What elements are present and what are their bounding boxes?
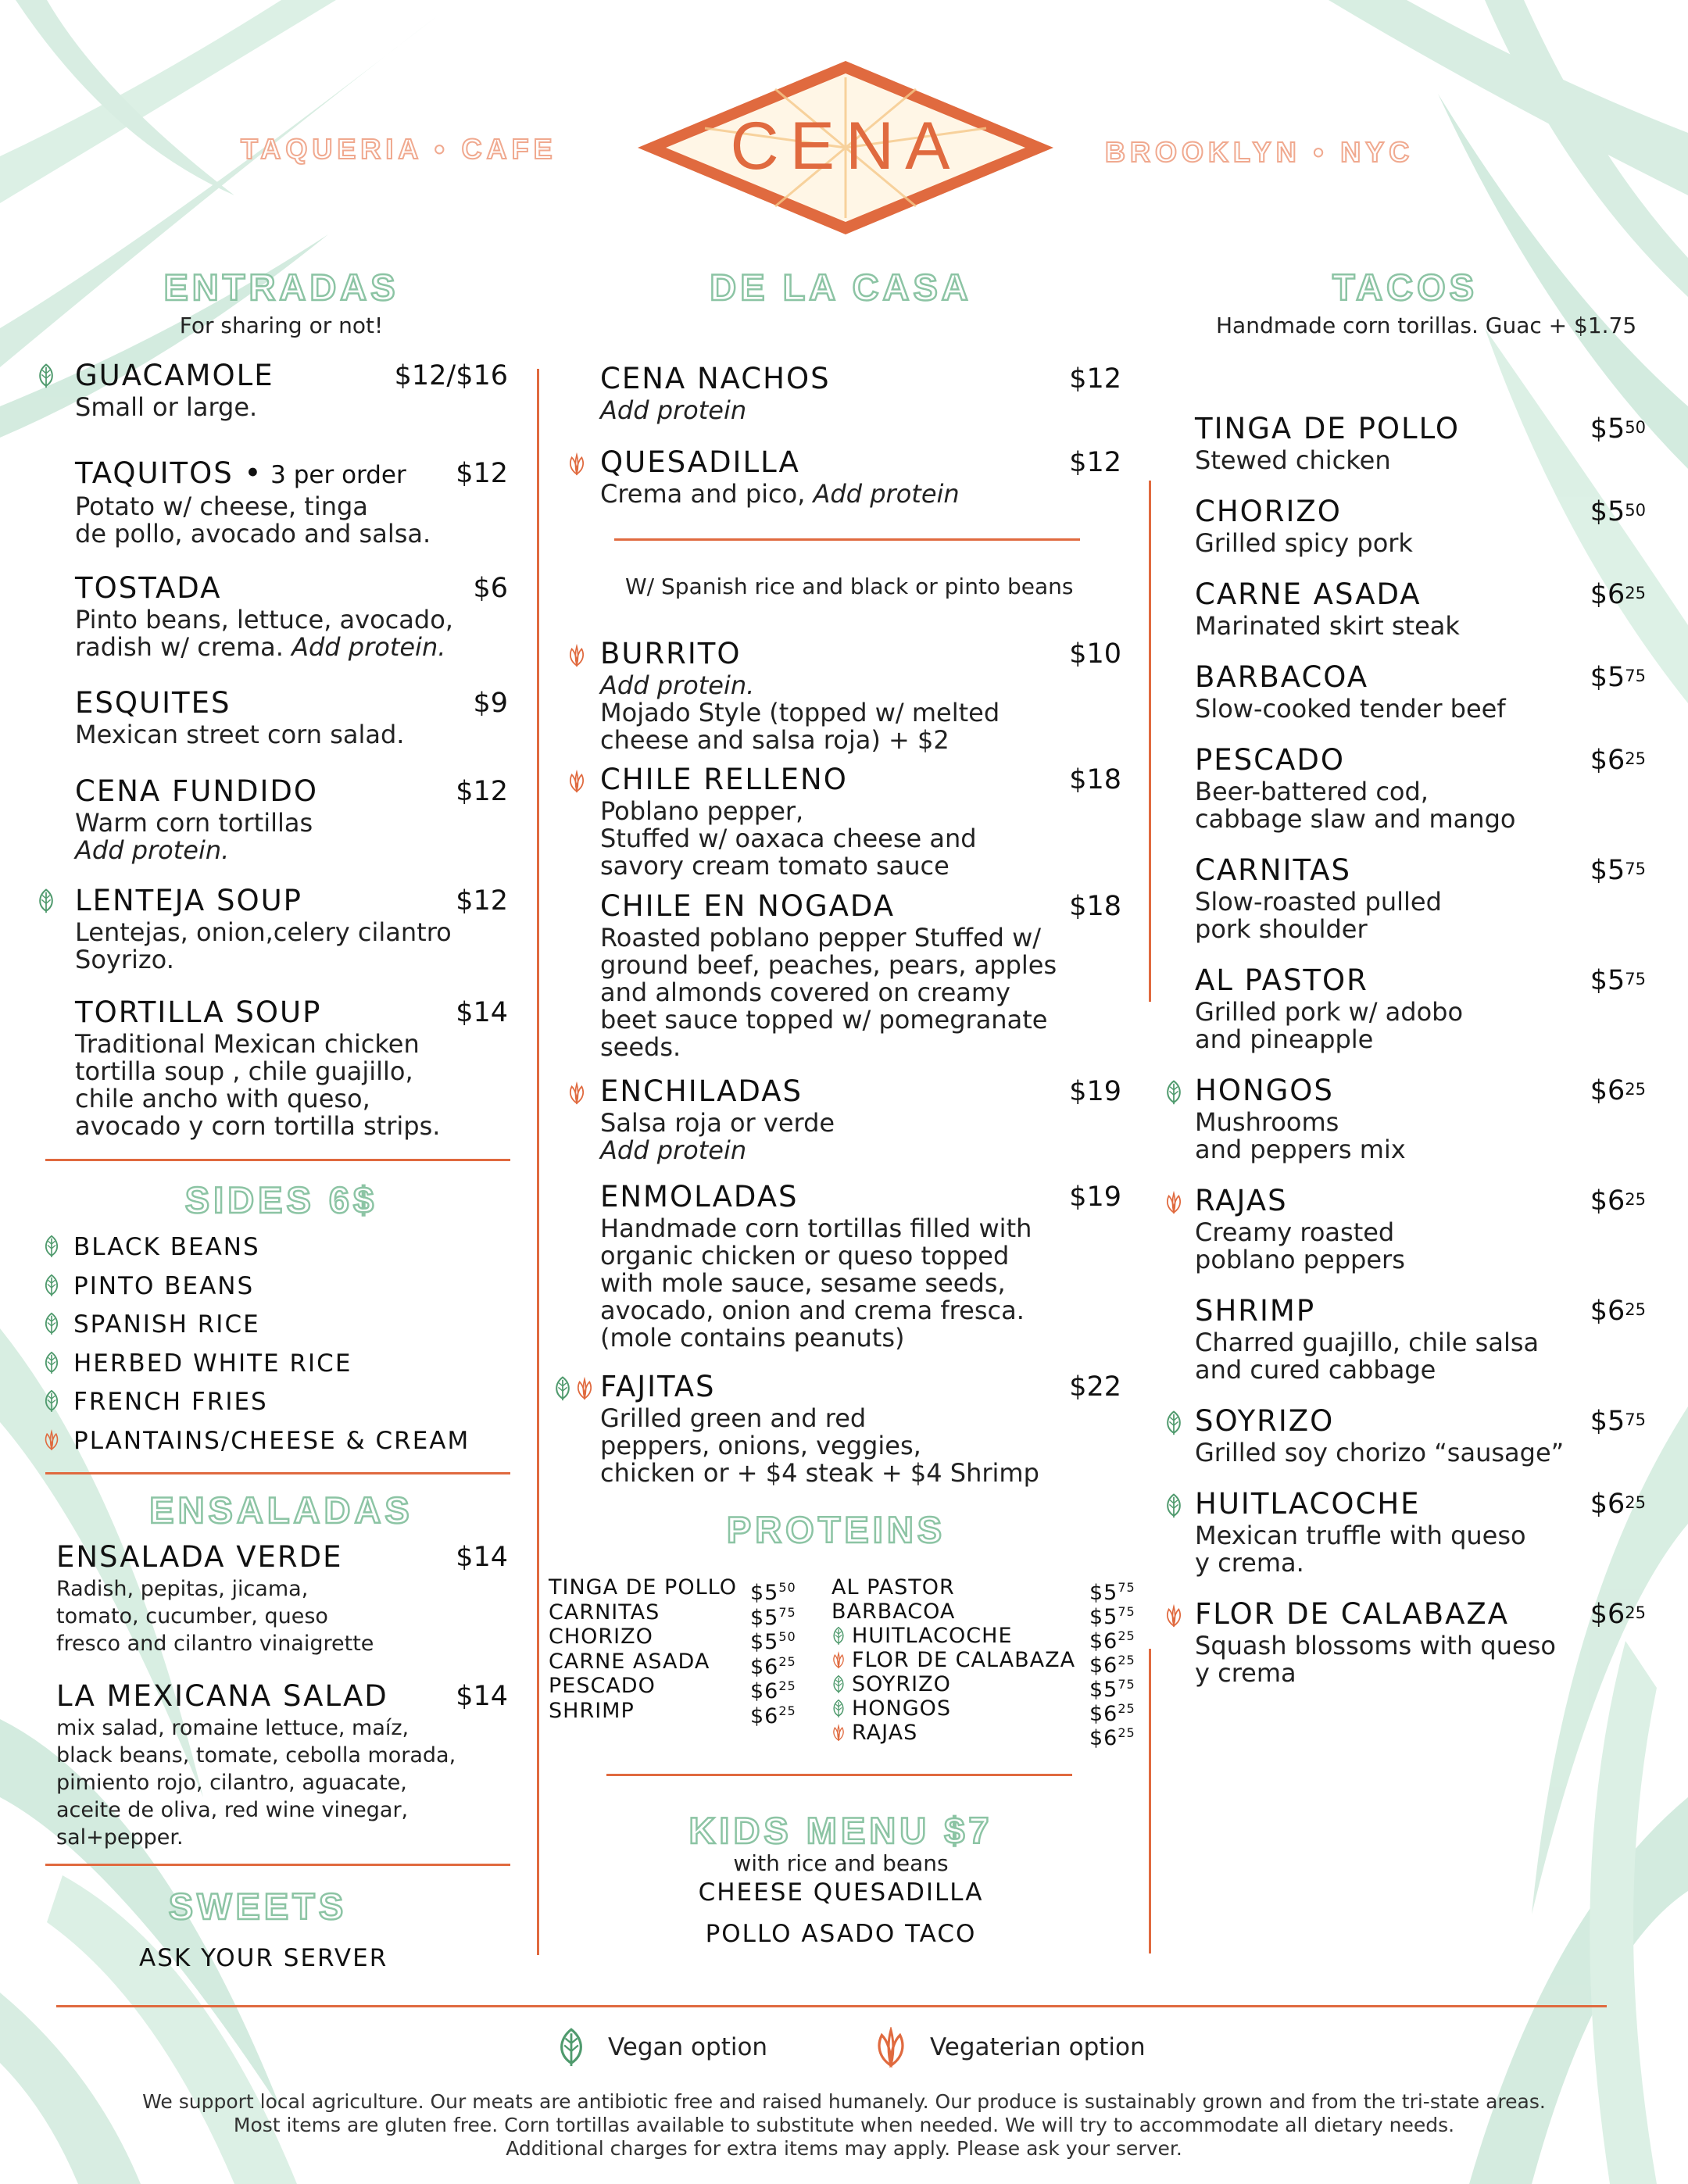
item-description: Mexican truffle with queso [1195,1521,1526,1550]
side-item: FRENCH FRIES [73,1388,268,1416]
vegan-leaf-icon [1164,1410,1183,1436]
vegetarian-sprout-icon [831,1723,846,1743]
protein-price: $\$6^{25}$ [1089,1653,1135,1678]
item-description: Marinated skirt steak [1195,611,1460,641]
item-description: Stuffed w/ oaxaca cheese and [600,824,977,853]
item-price: $\$6^{25}$ [1590,579,1646,610]
item-price: $12 [1069,363,1121,395]
item-description: aceite de oliva, red wine vinegar, [56,1798,409,1822]
sides-divider [45,1472,510,1474]
item-description: Slow-roasted pulled [1195,887,1442,917]
vegan-leaf-icon [1164,1079,1183,1106]
protein-price: $\$5^{50}$ [750,1629,796,1654]
item-add-protein: Add protein [600,1135,747,1165]
item-name: HUITLACOCHE [1195,1487,1421,1521]
vegan-leaf-icon [43,1312,60,1335]
protein-price: $\$5^{75}$ [750,1604,796,1630]
item-price: $12 [1069,447,1121,478]
protein-price: $\$6^{25}$ [750,1678,796,1703]
side-item: PLANTAINS/CHEESE & CREAM [73,1426,470,1455]
side-item: BLACK BEANS [73,1233,260,1261]
item-price: $14 [456,1542,508,1573]
item-price: $19 [1069,1181,1121,1213]
item-price: $\$5^{75}$ [1590,662,1646,693]
side-item: HERBED WHITE RICE [73,1349,352,1378]
side-item: PINTO BEANS [73,1271,255,1300]
item-description: Crema and pico, Add protein [600,479,960,509]
item-name: TORTILLA SOUP [75,995,322,1029]
protein-name: CARNITAS [549,1600,660,1625]
item-name: CENA NACHOS [600,362,831,395]
item-name: CHORIZO [1195,495,1342,528]
item-name: CHILE RELLENO [600,763,848,796]
protein-price: $\$6^{25}$ [750,1703,796,1728]
item-name: TINGA DE POLLO [1195,412,1461,445]
entradas-heading: ENTRADAS [163,266,399,308]
item-price: $\$5^{75}$ [1590,1406,1646,1437]
item-description: Poblano pepper, [600,796,804,826]
item-price: $\$5^{50}$ [1590,496,1646,527]
vegan-leaf-icon [831,1699,846,1718]
item-description: Grilled green and red [600,1403,867,1433]
item-price: $\$6^{25}$ [1590,1075,1646,1106]
item-name: QUESADILLA [600,445,800,479]
item-description: pimiento rojo, cilantro, aguacate, [56,1771,407,1795]
item-description: Squash blossoms with queso [1195,1631,1556,1660]
protein-name: RAJAS [852,1721,918,1745]
item-name: CENA FUNDIDO [75,774,319,808]
item-description: Stewed chicken [1195,445,1391,475]
item-description: and peppers mix [1195,1135,1406,1164]
item-description: chicken or + $4 steak + $4 Shrimp [600,1458,1039,1488]
vegan-leaf-icon [37,888,55,914]
item-price: $19 [1069,1076,1121,1107]
item-price: $\$6^{25}$ [1590,1489,1646,1520]
item-description: Salsa roja or verde [600,1108,835,1138]
kids-heading: KIDS MENU $7 [688,1810,993,1851]
protein-price: $\$6^{25}$ [1089,1628,1135,1653]
tacos-subtitle: Handmade corn torillas. Guac + $1.75 [1216,313,1637,338]
item-add-protein: Add protein. [75,835,230,865]
item-name: TAQUITOS • 3 per order [75,456,406,490]
protein-name: SHRIMP [549,1698,635,1723]
protein-price: $\$5^{75}$ [1089,1604,1135,1629]
item-description: poblano peppers [1195,1245,1405,1274]
item-description: Slow-cooked tender beef [1195,694,1506,724]
item-name: BARBACOA [1195,660,1369,694]
item-description: peppers, onions, veggies, [600,1431,921,1460]
item-description: organic chicken or queso topped [600,1241,1010,1271]
item-description: cheese and salsa roja) + $2 [600,725,950,755]
item-description: Pinto beans, lettuce, avocado, [75,605,453,634]
item-name: GUACAMOLE [75,359,274,392]
protein-price: $\$5^{50}$ [750,1580,796,1605]
casa-note: W/ Spanish rice and black or pinto beans [625,574,1074,599]
protein-name: SOYRIZO [852,1672,951,1696]
item-description: and cured cabbage [1195,1355,1436,1385]
item-description: sal+pepper. [56,1825,184,1850]
vegetarian-sprout-icon [43,1428,60,1452]
casa-divider [614,538,1080,541]
sweets-heading: SWEETS [168,1886,348,1927]
item-price: $10 [1069,638,1121,670]
item-name: BURRITO [600,637,742,670]
item-add-protein: Add protein [805,479,960,509]
vegetarian-sprout-icon [1164,1189,1183,1216]
ensaladas-divider [45,1864,510,1866]
sweets-text: ASK YOUR SERVER [139,1944,388,1972]
item-description: avocado, onion and crema fresca. [600,1296,1025,1325]
footer-divider [56,2005,1607,2007]
item-price: $18 [1069,891,1121,922]
protein-name: FLOR DE CALABAZA [852,1648,1076,1672]
item-price: $12 [456,885,508,917]
item-name: ENCHILADAS [600,1074,803,1108]
item-price: $14 [456,997,508,1028]
item-description: Grilled soy chorizo “sausage” [1195,1438,1565,1467]
item-name: TOSTADA [75,571,222,605]
item-description: ground beef, peaches, pears, apples [600,950,1057,980]
vegan-leaf-icon [831,1626,846,1646]
item-name: PESCADO [1195,743,1345,777]
footer-line: Most items are gluten free. Corn tortillas available to substitute when needed. We will try to accommodate all dietary needs. [233,2114,1455,2136]
item-description: (mole contains peanuts) [600,1323,905,1353]
item-name: RAJAS [1195,1184,1288,1217]
item-name: SHRIMP [1195,1294,1316,1328]
protein-price: $\$6^{25}$ [1089,1725,1135,1750]
item-description: tomato, cucumber, queso [56,1604,328,1628]
legend-vegan-label: Vegan option [608,2033,768,2061]
item-description: seeds. [600,1032,681,1062]
vegetarian-sprout-icon [831,1650,846,1670]
item-description: with mole sauce, sesame seeds, [600,1268,1006,1298]
item-description: Warm corn tortillas [75,808,313,838]
kids-item: POLLO ASADO TACO [705,1920,977,1948]
item-description: Creamy roasted [1195,1217,1395,1247]
item-price: $\$6^{25}$ [1590,1296,1646,1327]
item-price: $18 [1069,764,1121,795]
item-name: CHILE EN NOGADA [600,889,896,923]
item-price: $\$5^{50}$ [1590,413,1646,445]
vegan-leaf-icon [43,1235,60,1258]
kids-item: CHEESE QUESADILLA [698,1878,984,1907]
footer-line: Additional charges for extra items may apply. Please ask your server. [506,2137,1182,2160]
vegan-leaf-icon [556,2027,586,2068]
item-description: and pineapple [1195,1024,1374,1054]
vegetarian-sprout-icon [567,642,586,669]
item-description: savory cream tomato sauce [600,851,950,881]
legend-vegetarian-label: Vegaterian option [930,2033,1146,2061]
vegan-leaf-icon [37,363,55,389]
item-description: beet sauce topped w/ pomegranate [600,1005,1048,1035]
sides-heading: SIDES 6$ [184,1179,378,1221]
item-name: LENTEJA SOUP [75,884,302,917]
item-price: $\$6^{25}$ [1590,1599,1646,1630]
item-description: tortilla soup , chile guajillo, [75,1056,413,1086]
item-description: Mexican street corn salad. [75,720,405,749]
vegetarian-sprout-icon [567,768,586,795]
kids-subtitle: with rice and beans [733,1850,949,1876]
protein-name: HONGOS [852,1696,952,1721]
protein-price: $\$5^{75}$ [1089,1580,1135,1605]
item-description: Roasted poblano pepper Stuffed w/ [600,923,1042,953]
item-add-protein: Add protein [600,395,747,425]
vegetarian-sprout-icon [575,1375,594,1402]
item-price: $\$6^{25}$ [1590,1185,1646,1217]
tacos-heading: TACOS [1332,266,1478,308]
item-description: Handmade corn tortillas filled with [600,1214,1032,1243]
item-name: FLOR DE CALABAZA [1195,1597,1510,1631]
item-price: $12 [456,776,508,807]
item-name: CARNITAS [1195,853,1351,887]
left-tagline: TAQUERIA • CAFE [241,133,557,165]
item-description: Grilled pork w/ adobo [1195,997,1464,1027]
item-name: FAJITAS [600,1370,716,1403]
protein-name: HUITLACOCHE [852,1624,1013,1648]
item-description: Beer-battered cod, [1195,777,1429,806]
item-description: Radish, pepitas, jicama, [56,1577,309,1601]
item-description: Lentejas, onion,celery cilantro [75,917,452,947]
item-description: Mushrooms [1195,1107,1339,1137]
item-price: $\$5^{75}$ [1590,855,1646,886]
item-name: SOYRIZO [1195,1404,1335,1438]
vegetarian-sprout-icon [1164,1603,1183,1629]
item-description: de pollo, avocado and salsa. [75,519,431,549]
right-tagline: BROOKLYN • NYC [1105,136,1414,168]
vegetarian-sprout-icon [874,2027,908,2068]
ensaladas-heading: ENSALADAS [149,1489,413,1531]
item-description: y crema. [1195,1548,1304,1578]
proteins-divider [606,1774,1072,1776]
item-price: $9 [473,688,508,719]
item-name: ENMOLADAS [600,1180,799,1214]
vegan-leaf-icon [1164,1492,1183,1519]
item-description: Charred guajillo, chile salsa [1195,1328,1540,1357]
item-description: Small or large. [75,392,258,422]
vegetarian-sprout-icon [567,451,586,477]
entradas-subtitle: For sharing or not! [179,313,384,338]
item-description: Potato w/ cheese, tinga [75,491,368,521]
vegan-leaf-icon [43,1274,60,1297]
item-price: $\$6^{25}$ [1590,745,1646,776]
item-price: $22 [1069,1371,1121,1403]
item-note: 3 per order [263,461,406,489]
vegan-leaf-icon [831,1675,846,1694]
protein-name: PESCADO [549,1674,656,1698]
protein-name: TINGA DE POLLO [549,1575,737,1600]
item-price: $12/$16 [394,360,508,391]
item-price: $6 [473,573,508,604]
protein-price: $\$6^{25}$ [1089,1701,1135,1726]
item-description: mix salad, romaine lettuce, maíz, [56,1716,409,1740]
protein-name: BARBACOA [831,1600,956,1624]
item-description: radish w/ crema. Add protein. [75,632,446,662]
item-description: Soyrizo. [75,945,174,974]
item-name: HONGOS [1195,1074,1334,1107]
entradas-divider [45,1159,510,1161]
item-description: Grilled spicy pork [1195,528,1413,558]
vegan-leaf-icon [43,1351,60,1374]
item-name: CARNE ASADA [1195,577,1422,611]
vegan-leaf-icon [43,1389,60,1413]
proteins-heading: PROTEINS [726,1509,946,1550]
protein-name: CHORIZO [549,1625,653,1649]
item-description: and almonds covered on creamy [600,978,1010,1007]
protein-name: AL PASTOR [831,1575,955,1600]
item-description: pork shoulder [1195,914,1368,944]
item-price: $\$5^{75}$ [1590,965,1646,996]
protein-price: $\$5^{75}$ [1089,1677,1135,1702]
item-description: chile ancho with queso, [75,1084,370,1113]
item-price: $12 [456,458,508,489]
item-name: AL PASTOR [1195,963,1368,997]
footer-line: We support local agriculture. Our meats are antibiotic free and raised humanely. Our produce is sustainably grown and from the tri-state areas. [142,2090,1546,2113]
item-name: LA MEXICANA SALAD [56,1679,388,1713]
column-divider-left [537,369,539,1955]
item-description: cabbage slaw and mango [1195,804,1516,834]
item-description [600,397,1116,424]
column-divider-right-lower [1149,1649,1151,1953]
item-description: avocado y corn tortilla strips. [75,1111,441,1141]
protein-price: $\$6^{25}$ [750,1653,796,1679]
vegetarian-sprout-icon [567,1080,586,1106]
cena-logo [635,58,1057,238]
item-description: black beans, tomate, cebolla morada, [56,1743,456,1768]
side-item: SPANISH RICE [73,1310,260,1339]
item-name: ESQUITES [75,686,231,720]
item-description: fresco and cilantro vinaigrette [56,1632,374,1656]
casa-heading: DE LA CASA [710,266,972,308]
protein-name: CARNE ASADA [549,1649,710,1674]
logo-text: CENA [730,109,961,184]
item-description: Traditional Mexican chicken [75,1029,420,1059]
column-divider-right [1149,481,1151,1002]
item-price: $14 [456,1681,508,1712]
vegan-leaf-icon [553,1375,572,1402]
item-name: ENSALADA VERDE [56,1540,343,1574]
item-description: y crema [1195,1658,1296,1688]
item-description: Mojado Style (topped w/ melted [600,698,1000,727]
item-add-protein: Add protein. [600,670,755,700]
item-add-protein: Add protein. [283,632,446,662]
